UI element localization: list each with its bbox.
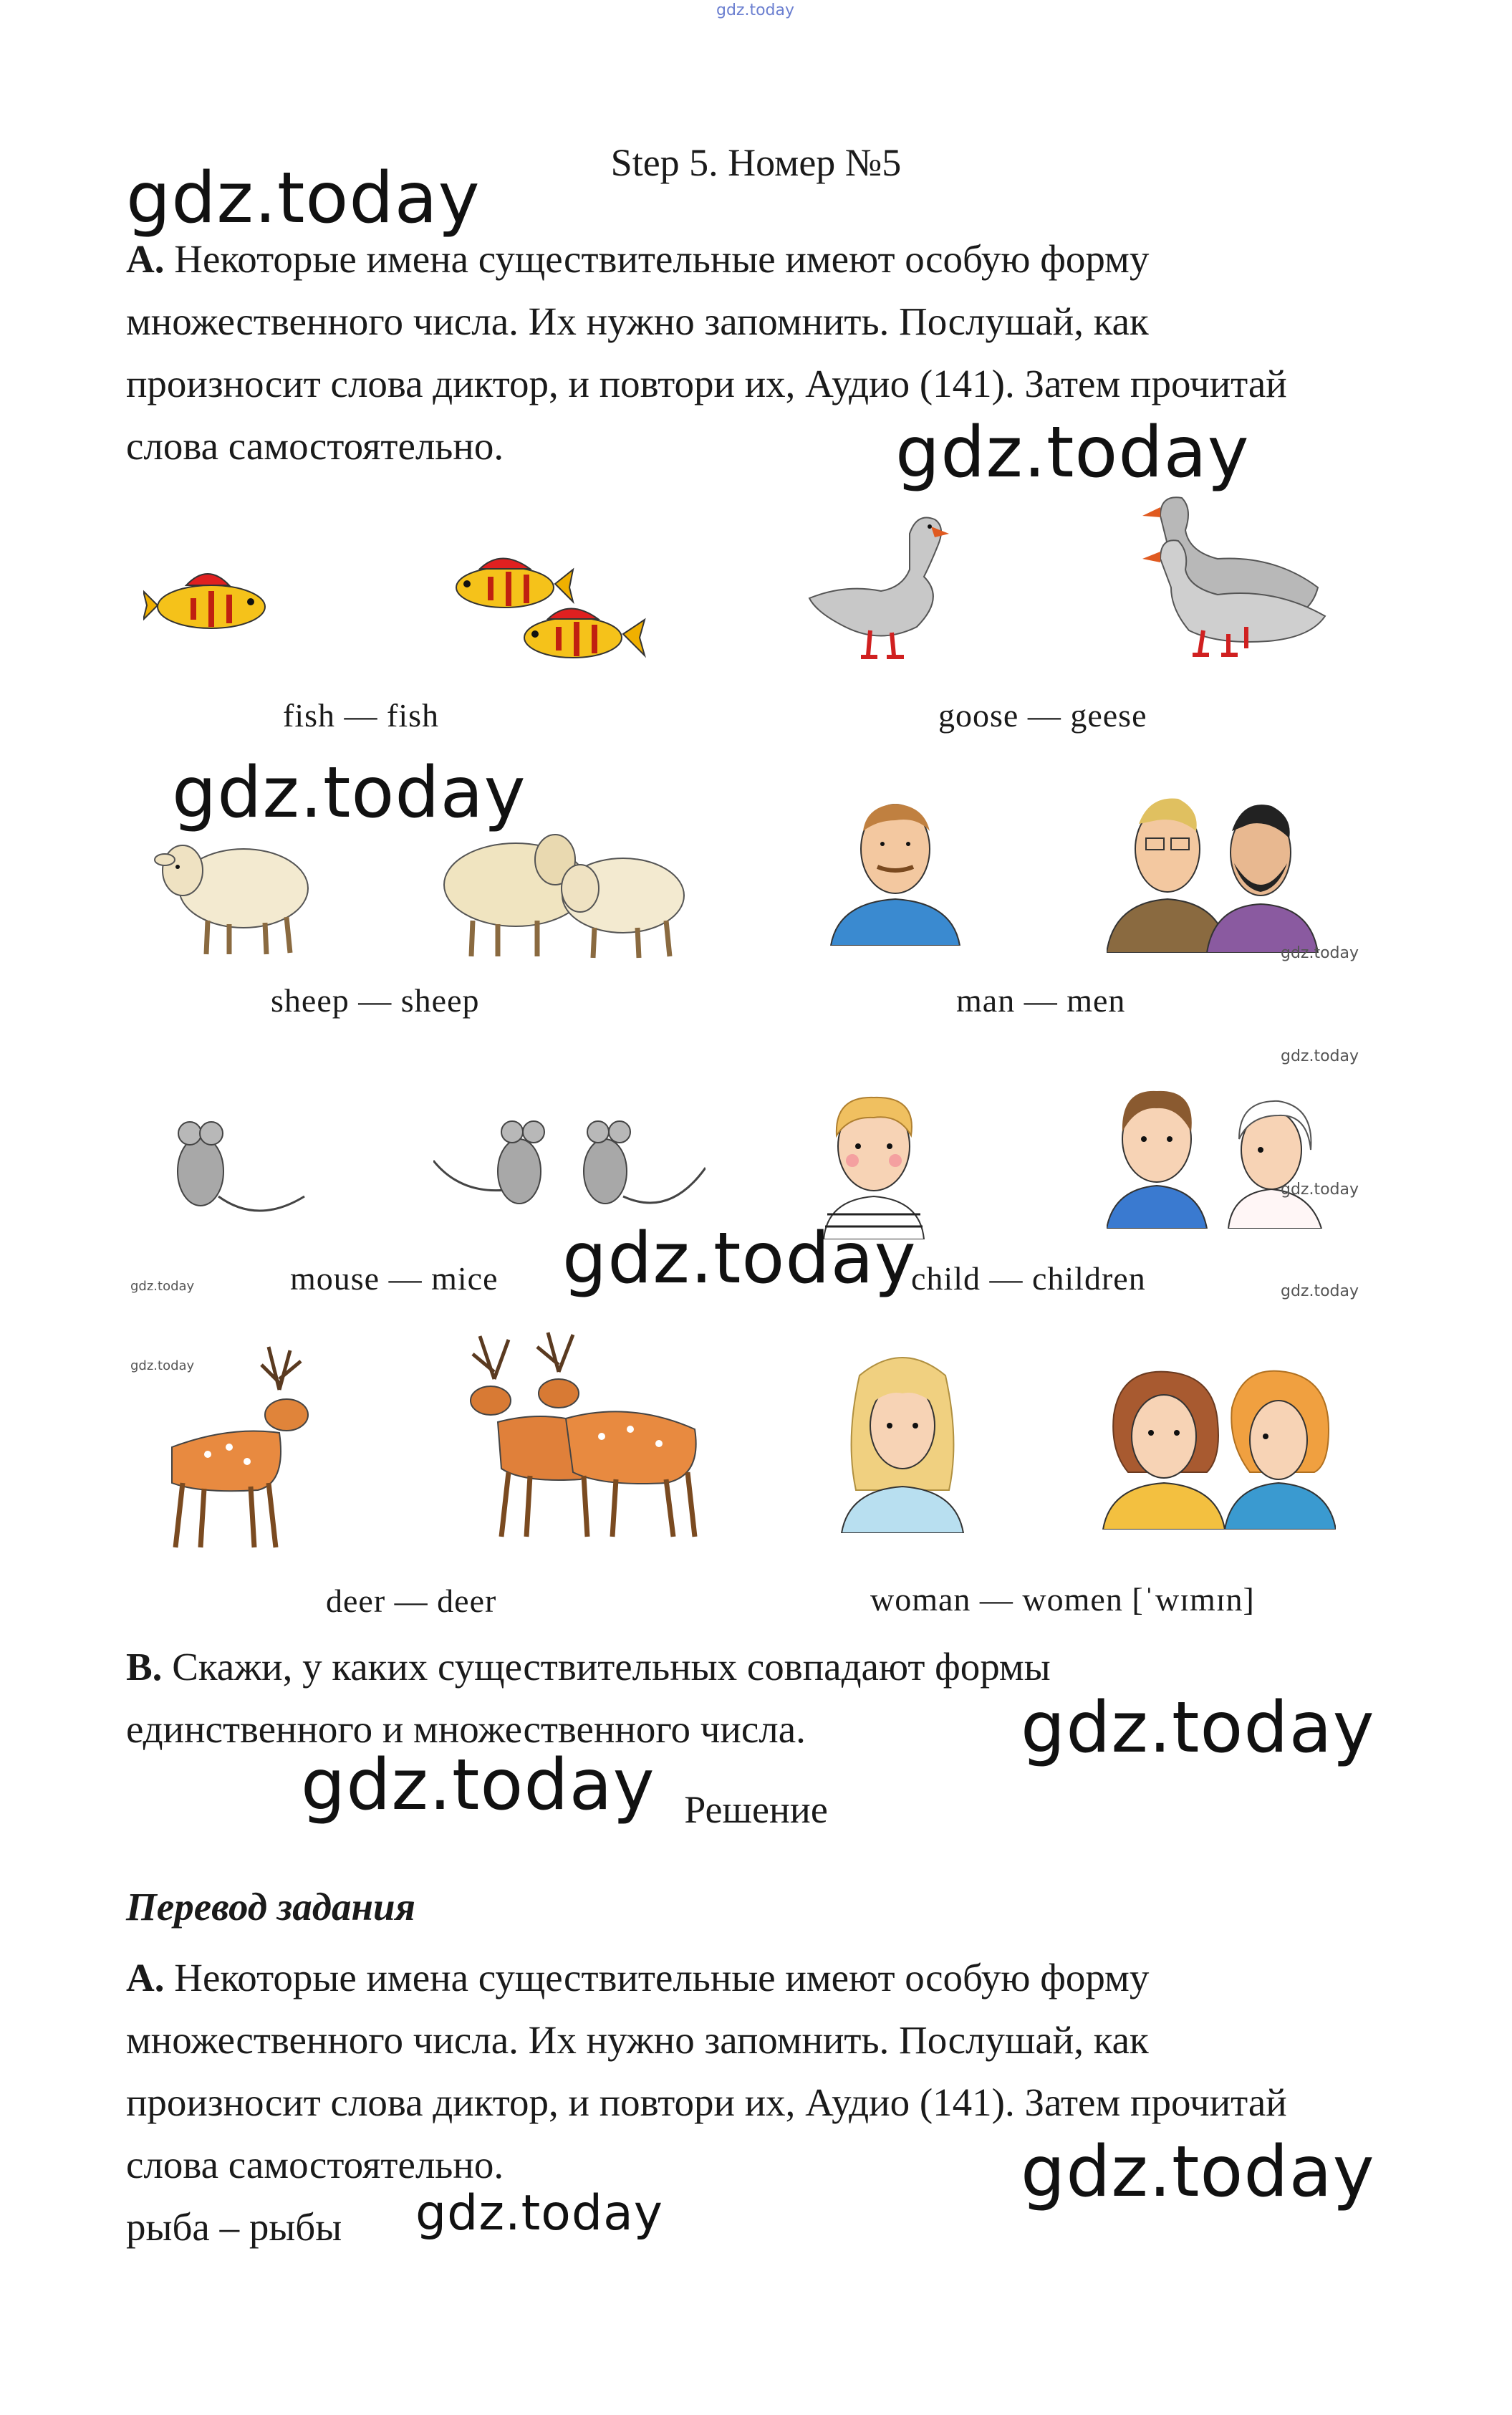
pair-woman: woman — women [ˈwɪmɪn] xyxy=(870,1581,1255,1618)
man-plural-picture xyxy=(1107,781,1321,953)
page-title: Step 5. Номер №5 xyxy=(610,141,902,184)
translation-line-4: слова самостоятельно. xyxy=(126,2143,504,2186)
top-watermark: gdz.today xyxy=(716,1,795,19)
task-b-label: B. xyxy=(126,1645,163,1689)
watermark: gdz.today xyxy=(1021,2131,1375,2213)
watermark: gdz.today xyxy=(1021,1687,1375,1769)
task-b-text-1: Скажи, у каких существительных совпадают формы xyxy=(172,1645,1051,1689)
translation-label: A. xyxy=(126,1956,165,1999)
sheep-plural-picture xyxy=(430,827,688,964)
mouse-single-picture xyxy=(158,1118,308,1225)
mouse-plural-picture xyxy=(433,1110,706,1232)
pair-sheep: sheep — sheep xyxy=(271,982,480,1019)
fish-plural-picture xyxy=(451,552,652,673)
task-a-line-2: множественного числа. Их нужно запомнить. Послушай, как xyxy=(126,299,1149,343)
translation-heading: Перевод задания xyxy=(126,1885,415,1929)
task-a-label: A. xyxy=(126,237,165,281)
deer-plural-picture xyxy=(458,1329,716,1544)
task-b-line-2: единственного и множественного числа. xyxy=(126,1707,806,1751)
child-single-picture xyxy=(809,1075,938,1239)
watermark: gdz.today xyxy=(562,1218,917,1300)
pair-goose: goose — geese xyxy=(938,697,1147,734)
small-watermark: gdz.today xyxy=(1281,1047,1359,1065)
small-watermark: gdz.today xyxy=(130,1279,195,1294)
task-a-line-3: произносит слова диктор, и повтори их, Аудио (141). Затем прочитай xyxy=(126,362,1287,405)
watermark: gdz.today xyxy=(415,2185,663,2242)
translation-first-pair: рыба – рыбы xyxy=(126,2205,342,2249)
woman-single-picture xyxy=(831,1347,974,1533)
small-watermark: gdz.today xyxy=(1281,1181,1359,1199)
translation-line-3: произносит слова диктор, и повтори их, Аудио (141). Затем прочитай xyxy=(126,2080,1287,2124)
goose-plural-picture xyxy=(1132,487,1354,659)
pair-man: man — men xyxy=(956,982,1126,1019)
small-watermark: gdz.today xyxy=(130,1358,195,1373)
small-watermark: gdz.today xyxy=(1281,1282,1359,1300)
solution-label: Решение xyxy=(684,1788,828,1831)
pair-deer: deer — deer xyxy=(326,1583,497,1619)
child-plural-picture xyxy=(1107,1071,1329,1229)
translation-line-1 xyxy=(126,1946,1387,2009)
pair-child: child — children xyxy=(911,1260,1146,1297)
watermark: gdz.today xyxy=(172,752,526,834)
pair-fish: fish — fish xyxy=(283,697,439,734)
watermark: gdz.today xyxy=(895,412,1250,494)
task-a-line-4: слова самостоятельно. xyxy=(126,424,504,468)
fish-single-picture xyxy=(143,562,272,648)
watermark: gdz.today xyxy=(301,1744,655,1826)
watermark: gdz.today xyxy=(126,158,481,239)
translation-line-2: множественного числа. Их нужно запомнить. Послушай, как xyxy=(126,2018,1149,2062)
task-a-text-1: Некоторые имена существительные имеют особую форму xyxy=(174,237,1150,281)
translation-text-1: Некоторые имена существительные имеют особую форму xyxy=(174,1956,1150,1999)
man-single-picture xyxy=(824,788,967,946)
pair-mouse: mouse — mice xyxy=(290,1260,499,1297)
sheep-single-picture xyxy=(150,831,315,960)
goose-single-picture xyxy=(802,505,960,663)
woman-plural-picture xyxy=(1099,1365,1336,1530)
small-watermark: gdz.today xyxy=(1281,944,1359,962)
